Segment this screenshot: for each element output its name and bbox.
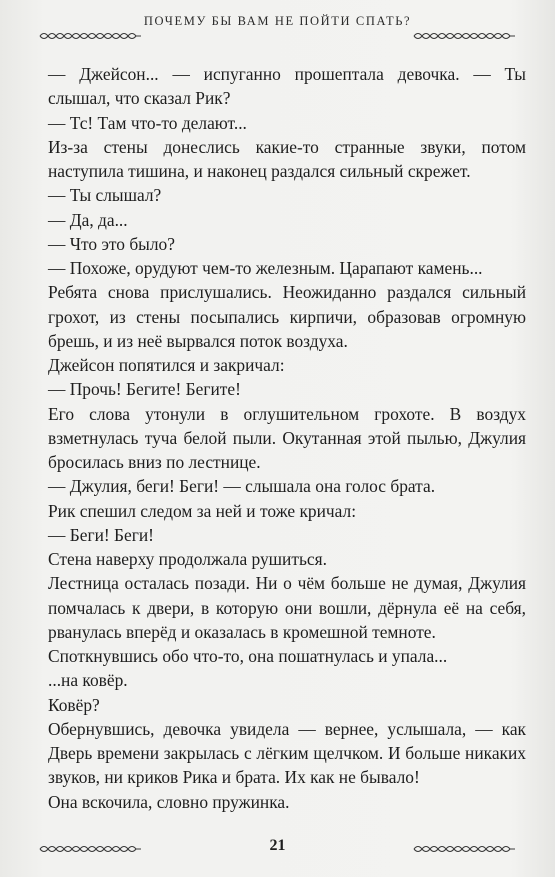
ornament-top-left-icon [38,30,143,42]
body-text [48,62,526,814]
paragraph: ...на ковёр. [48,670,128,691]
paragraph: Ковёр? [48,694,100,715]
paragraph: Споткнувшись обо что-то, она пошатнулась и упала... [48,646,448,666]
ornament-bottom-right-icon [412,843,517,855]
paragraph: Она вскочила, словно пружинка. [48,791,290,812]
paragraph: Джейсон попятился и закричал: [48,355,285,375]
paragraph: Рик спешил следом за ней и тоже кричал: [48,500,357,521]
paragraph: — Что это было? [48,233,175,254]
paragraph: — Тс! Там что-то делают... [48,112,247,133]
paragraph: — Похоже, орудуют чем-то железным. Царапают камень... [48,258,483,278]
paragraph: — Джейсон... — испуганно прошептала девочка. — Ты слышал, что сказал Рик? [48,64,526,109]
paragraph: Его слова утонули в оглушительном грохоте. В воздух взметнулась туча белой пыли. Окутанная этой пылью, Джулия бросилась вниз по лестнице. [48,403,526,472]
paragraph: Обернувшись, девочка увидела — вернее, услышала, — как Дверь времени закрылась с лёгким щелчком. И больше никаких звуков, ни криков Рика и брата. Их как не бывало! [48,718,526,788]
paragraph: Из-за стены донеслись какие-то странные звуки, потом наступила тишина, и наконец раздался сильный скрежет. [48,136,526,181]
paragraph: — Ты слышал? [48,185,162,206]
running-title: ПОЧЕМУ БЫ ВАМ НЕ ПОЙТИ СПАТЬ? [143,14,412,28]
page-number: 21 [269,837,286,854]
paragraph: Стена наверху продолжала рушиться. [48,549,327,569]
paragraph: — Да, да... [48,209,128,230]
paragraph: — Прочь! Бегите! Бегите! [48,379,241,400]
paragraph: Ребята снова прислушались. Неожиданно раздался сильный грохот, из стены посыпались кирпичи, образовав огромную брешь, и из неё вырвался поток воздуха. [48,282,526,351]
ornament-top-right-icon [412,30,517,42]
paragraph: — Джулия, беги! Беги! — слышала она голос брата. [48,476,436,497]
paragraph: — Беги! Беги! [48,524,154,545]
paragraph: Лестница осталась позади. Ни о чём больше не думая, Джулия помчалась к двери, в которую они вошли, дёрнула её на себя, рванулась вперёд и оказалась в кромешной темноте. [48,573,526,642]
